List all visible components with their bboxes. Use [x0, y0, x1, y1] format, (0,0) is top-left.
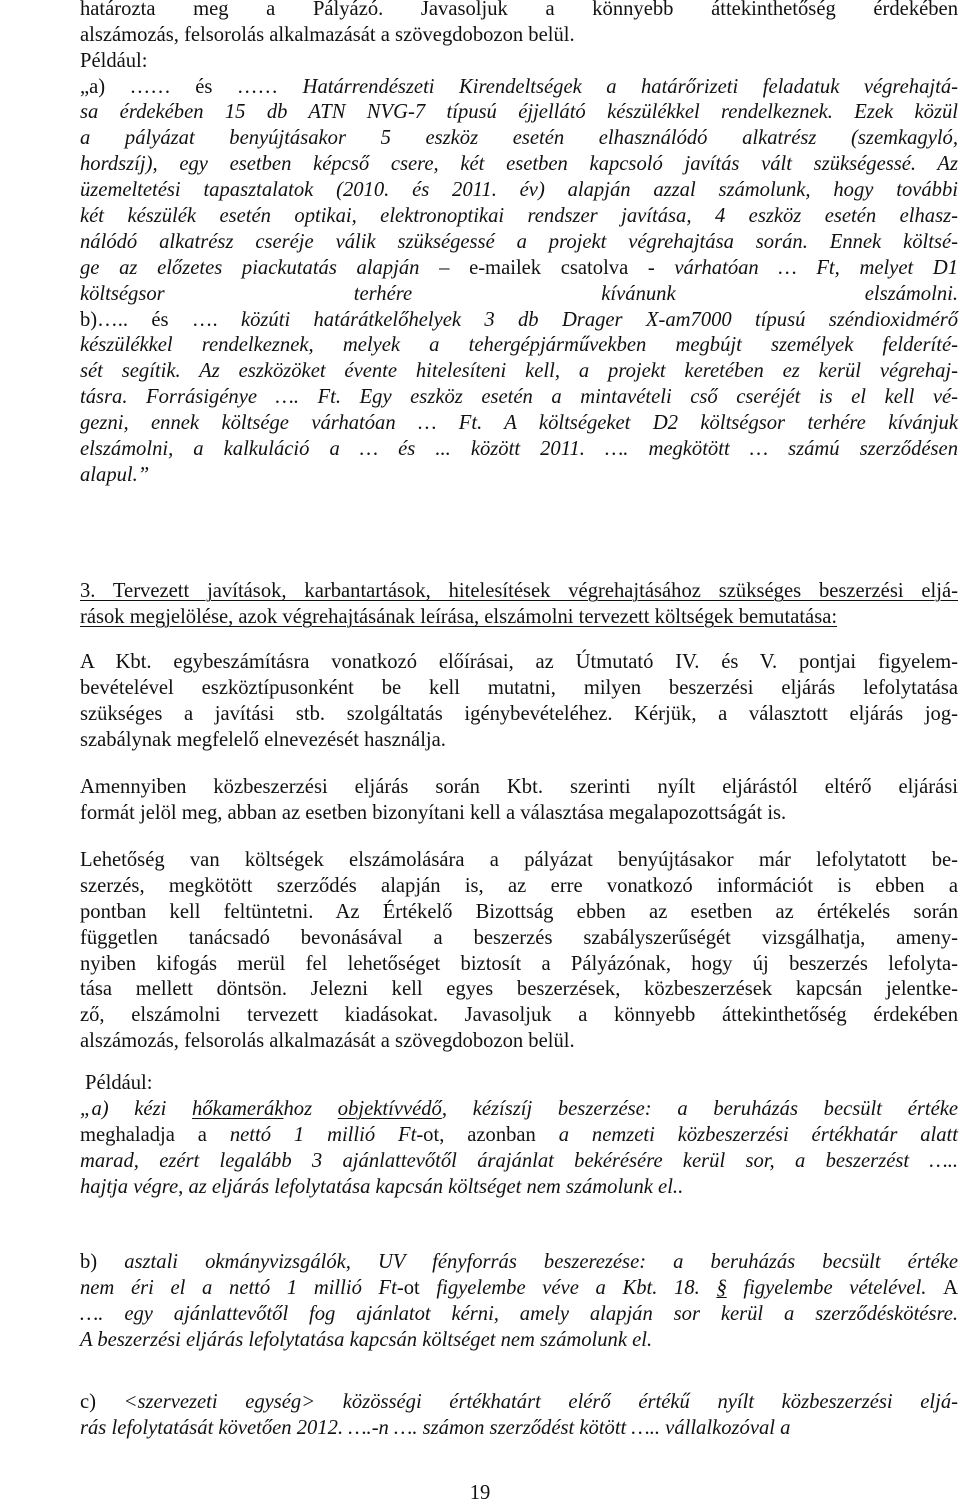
text-run: várhatóan … Ft, melyet D1	[674, 256, 959, 279]
text-run: a pályázat benyújtásakor 5 eszköz esetén elhasználódó alkatrész (szemkagyló,	[80, 127, 958, 150]
text-line: Lehetőség van költségek elszámolására a pályázat benyújtásakor már lefolytatott be-	[80, 849, 958, 871]
text-run: meghaladja a	[80, 1123, 230, 1146]
text-run: hajtja végre, az eljárás lefolytatása kapcsán költséget nem számolunk el..	[80, 1175, 684, 1198]
text-run: közúti határátkelőhelyek 3 db Drager X-am7000 típusú széndioxidmérő	[240, 308, 959, 331]
intro-paragraph	[80, 0, 958, 49]
text-run: b)	[80, 1251, 125, 1273]
text-run: A	[943, 1276, 958, 1299]
text-line	[80, 1250, 958, 1276]
text-run: sa érdekében 15 db ATN NVG-7 típusú éjjellátó készülékkel rendelkeznek. Ezek közül	[80, 101, 958, 124]
text-line	[80, 256, 958, 282]
heading-line: rások megjelölése, azok végrehajtásának leírása, elszámolni tervezett költségek bemutatása:	[80, 605, 838, 628]
text-run: figyelembe vételével.	[726, 1276, 944, 1299]
text-line	[80, 1302, 958, 1328]
text-run: asztali okmányvizsgálók, UV fényforrás beszerezése: a beruházás becsült értéke	[124, 1251, 958, 1273]
text-run: üzemeltetési tapasztalatok (2010. és 2011. év) alapján azzal számolunk, hogy további	[80, 179, 958, 202]
text-run: , kézíszíj beszerzése: a beruházás becsült értéke	[441, 1098, 958, 1120]
text-run: §	[716, 1276, 727, 1299]
text-line	[80, 204, 958, 230]
text-line: ző, elszámolni tervezett kiadásokat. Javasoljuk a könnyebb áttekinthetőség érdekében	[80, 1004, 958, 1027]
text-line	[80, 152, 958, 178]
text-line: határozta meg a Pályázó. Javasoljuk a könnyebb áttekinthetőség érdekében	[80, 0, 958, 20]
text-line	[80, 1149, 958, 1175]
paragraph-kbt	[80, 650, 958, 754]
text-line: pontban kell feltüntetni. Az Értékelő Bizottság ebben az esetben az értékelés során	[80, 900, 958, 923]
text-line	[80, 1276, 958, 1302]
text-line: tása mellett döntsön. Jelezni kell egyes beszerzések, közbeszerzések kapcsán jelentke-	[80, 978, 958, 1001]
example-label: Például:	[85, 1072, 153, 1094]
text-line: A Kbt. egybeszámításra vonatkozó előírásai, az Útmutató IV. és V. pontjai figyelem-	[80, 651, 958, 673]
example-2a-block	[80, 1097, 958, 1201]
text-line: Amennyiben közbeszerzési eljárás során Kbt. szerinti nyílt eljárástól eltérő eljárási	[80, 776, 958, 798]
text-run: „a) …… és ……	[80, 75, 303, 98]
text-run: nettó 1 millió Ft	[229, 1123, 417, 1146]
text-run: objektívvédő	[337, 1098, 442, 1120]
text-line	[80, 1123, 958, 1149]
text-run: hőkamerák	[192, 1098, 284, 1120]
section-3-heading	[80, 579, 958, 631]
text-run: -ot, azonban	[416, 1123, 559, 1146]
text-line	[80, 75, 958, 101]
text-line	[80, 1328, 958, 1354]
text-line	[80, 359, 958, 385]
text-line	[80, 1416, 958, 1442]
text-run: nem éri el a nettó 1 millió Ft	[80, 1276, 397, 1299]
text-run: marad, ezért legalább 3 ajánlattevőtől árajánlat bekérésére kerül sor, a beszerzést …..	[80, 1149, 958, 1172]
text-run: „a) kézi	[80, 1098, 192, 1120]
heading-line: 3. Tervezett javítások, karbantartások, hitelesítések végrehajtásához szükséges beszerzési eljá-	[80, 580, 958, 602]
text-run: Határrendészeti Kirendeltségek a határőrizeti feladatuk végrehajtá-	[302, 75, 958, 98]
text-run: figyelembe véve a Kbt. 18.	[436, 1276, 717, 1299]
text-line: formát jelöl meg, abban az esetben bizonyítani kell a választása megalapozottságát is.	[80, 801, 787, 824]
text-line	[80, 308, 958, 334]
text-run: két készülék esetén optikai, elektronoptikai rendszer javítása, 4 eszköz esetén elhasz-	[80, 204, 958, 227]
text-line	[80, 100, 958, 126]
text-run: ge az előzetes piackutatás alapján –	[80, 256, 470, 279]
example-2b-block	[80, 1250, 958, 1354]
paragraph-procedure	[80, 775, 958, 827]
text-line: alszámozás, felsorolás alkalmazását a szövegdobozon belül.	[80, 23, 575, 46]
text-line: szerzés, megkötött szerződés alapján is, az erre vonatkozó információt is ebben a	[80, 874, 958, 897]
text-run: b)….. és ….	[80, 308, 241, 331]
text-run: költségsor terhére kívánunk elszámolni.	[80, 282, 958, 305]
paragraph-costs	[80, 848, 958, 1055]
text-line: nyiben kifogás merül fel lehetőséget biztosít a Pályázónak, hogy új beszerzés lefolyta-	[80, 952, 958, 975]
text-run: gezni, ennek költsége várhatóan … Ft. A költségeket D2 költségsor terhére kívánjuk	[80, 412, 958, 435]
text-run: hordszíj), egy esetben képcső csere, két esetben kapcsoló javítás vált szükségessé. Az	[80, 153, 958, 176]
text-run: sét segítik. Az eszközöket évente hitelesíteni kell, a projekt keretében ez kerül végrehaj-	[80, 360, 958, 383]
text-run: <szervezeti egység> közösségi értékhatárt elérő értékű nyílt közbeszerzési eljá-	[123, 1391, 958, 1413]
text-line	[80, 463, 958, 489]
text-line	[80, 385, 958, 411]
text-line	[80, 178, 958, 204]
text-run: c)	[80, 1391, 124, 1413]
text-run: …. egy ajánlattevőtől fog ajánlatot kérni, amely alapján sor kerül a szerződéskötésre.	[80, 1302, 958, 1325]
example-label: Például:	[80, 50, 148, 72]
text-line	[80, 1175, 958, 1201]
text-run: nálódó alkatrész cseréje válik szükségessé a projekt végrehajtása során. Ennek költsé-	[80, 230, 958, 253]
text-line	[80, 1097, 958, 1123]
text-line: alszámozás, felsorolás alkalmazását a szövegdobozon belül.	[80, 1030, 575, 1053]
text-run: -ot	[396, 1276, 437, 1299]
text-line	[80, 1390, 958, 1416]
text-line: szükséges a javítási stb. szolgáltatás igénybevételéhez. Kérjük, a választott eljárás jog-	[80, 702, 958, 725]
text-run: tásra. Forrásigénye …. Ft. Egy eszköz esetén a mintavételi cső cseréjét is el kell vé-	[80, 386, 958, 409]
example-1-block	[80, 75, 958, 489]
text-run: rás lefolytatását követően 2012. ….-n …. számon szerződést kötött ….. vállalkozóval a	[80, 1416, 791, 1439]
text-line	[80, 126, 958, 152]
text-line	[80, 230, 958, 256]
text-line	[80, 411, 958, 437]
example-2c-block	[80, 1390, 958, 1442]
text-run: elszámolni, a kalkuláció a … és ... között 2011. …. megkötött … számú szerződésen	[80, 437, 958, 460]
text-run: hoz	[283, 1098, 338, 1120]
text-line: független tanácsadó bevonásával a beszerzés szabályszerűségét vizsgálhatja, ameny-	[80, 926, 958, 949]
text-run: e-mailek csatolva	[469, 256, 629, 279]
text-run: A beszerzési eljárás lefolytatása kapcsán költséget nem számolunk el.	[80, 1328, 653, 1351]
text-run: a nemzeti közbeszerzési értékhatár alatt	[558, 1123, 958, 1146]
text-line: bevételével eszköztípusonként be kell mutatni, milyen beszerzési eljárás lefolytatása	[80, 676, 958, 699]
text-line	[80, 333, 958, 359]
page-number: 19	[469, 1482, 491, 1504]
text-line	[80, 437, 958, 463]
text-run: alapul.”	[80, 463, 150, 486]
text-run: készülékkel rendelkeznek, melyek a tehergépjárművekben megbújt személyek felderíté-	[80, 334, 958, 357]
text-line	[80, 282, 958, 308]
text-line: szabálynak megfelelő elnevezését használja.	[80, 728, 446, 751]
text-run: -	[628, 256, 675, 279]
